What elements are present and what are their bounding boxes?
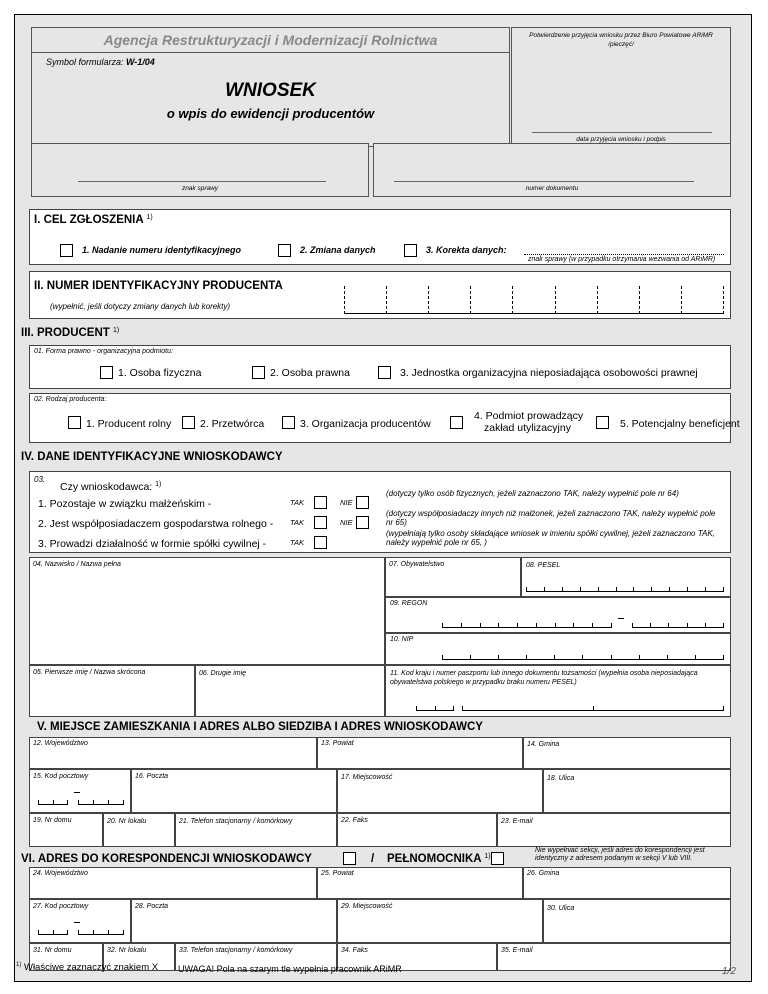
case-sign-box [31,143,369,197]
cel-korekta-label: 3. Korekta danych: [426,245,507,255]
field-13[interactable] [317,737,523,769]
field-15-label: 15. Kod pocztowy [33,773,89,780]
q1-nie-checkbox[interactable] [356,496,369,509]
organizacja-checkbox[interactable] [282,416,295,429]
section-6-note: Nie wypełniać sekcji, jeśli adres do korespondencji jest identyczny z adresem podanym w sekcji V lub VIII. [535,847,705,862]
field-19-label: 19. Nr domu [33,817,72,824]
przetworca-checkbox[interactable] [182,416,195,429]
q2-tak-label: TAK [290,518,305,527]
osoba-fizyczna-checkbox[interactable] [100,366,113,379]
field-02-label: 02. Rodzaj producenta: [34,396,107,403]
field-03 [29,471,731,553]
field-24-label: 24. Województwo [33,870,88,877]
section-1-title: I. CEL ZGŁOSZENIA $^{1)}$ [34,214,153,226]
doc-number-label: numer dokumentu [525,185,579,192]
przetworca-label: 2. Przetwórca [200,418,265,430]
osoba-fizyczna-label: 1. Osoba fizyczna [118,367,202,379]
cel-zmiana-checkbox[interactable] [278,244,291,257]
q1-note: (dotyczy tylko osób fizycznych, jeżeli zaznaczono TAK, należy wypełnić pole nr 64) [386,489,679,498]
q1-nie-label: NIE [340,498,353,507]
zaklad-utylizacyjny-checkbox[interactable] [450,416,463,429]
postal-code-input-k[interactable] [38,930,68,935]
field-04[interactable] [29,557,385,665]
q2-tak-checkbox[interactable] [314,516,327,529]
field-08[interactable] [521,557,731,597]
field-31-label: 31. Nr domu [33,947,72,954]
passport-input[interactable] [462,706,724,711]
field-24[interactable] [29,867,317,899]
field-13-label: 13. Powiat [321,740,354,747]
organizacja-label: 3. Organizacja producentów [300,418,431,430]
field-09[interactable] [385,597,731,633]
field-22-label: 22. Faks [341,817,368,824]
field-15[interactable] [29,769,131,813]
field-07[interactable] [385,557,521,597]
field-14[interactable] [523,737,731,769]
form-page [14,14,752,982]
cel-nadanie-checkbox[interactable] [60,244,73,257]
cel-zmiana-label: 2. Zmiana danych [300,245,376,255]
section-3-title: III. PRODUCENT $^{1)}$ [21,327,120,339]
field-01-label: 01. Forma prawno - organizacyjna podmiotu: [34,348,173,355]
field-10[interactable] [385,633,731,665]
field-27-label: 27. Kod pocztowy [33,903,89,910]
field-04-label: 04. Nazwisko / Nazwa pełna [33,561,121,568]
field-01 [29,345,731,389]
field-11-label: 11. Kod kraju i numer paszportu lub innego dokumentu tożsamości (wypełnia osoba nieposiadająca obywatelstwa polskiego w przypadku braku numeru PESEL) [390,670,698,686]
footer-note: $^{1)}$ Właściwe zaznaczyć znakiem X [16,962,159,973]
field-16-label: 16. Poczta [135,773,169,780]
field-33-label: 33. Telefon stacjonarny / komórkowy [179,947,293,954]
section-6-separator: / [371,853,375,865]
field-08-label: 08. PESEL [526,562,561,569]
field-30[interactable] [543,899,731,943]
zaklad-utylizacyjny-label-1: 4. Podmiot prowadzący [474,410,584,422]
q2-nie-label: NIE [340,518,353,527]
field-05[interactable] [29,665,195,717]
field-34-label: 34. Faks [341,947,368,954]
field-07-label: 07. Obywatelstwo [389,561,445,568]
korespondencja-pelnomocnika-checkbox[interactable] [491,852,504,865]
field-17[interactable] [337,769,543,813]
section-2-note: (wypełnić, jeśli dotyczy zmiany danych lub korekty) [50,302,231,311]
case-sign-label: znak sprawy [181,185,219,192]
section-1 [29,209,731,265]
field-10-label: 10. NIP [390,636,414,643]
section-4-title: IV. DANE IDENTYFIKACYJNE WNIOSKODAWCY [21,451,283,463]
field-29-label: 29. Miejscowość [341,903,393,910]
field-09-label: 09. REGON [390,600,428,607]
field-20-label: 20. Nr lokalu [107,818,147,825]
regon-input-1[interactable] [442,623,612,628]
nip-input[interactable] [442,655,724,660]
field-14-label: 14. Gmina [527,741,560,748]
beneficjent-checkbox[interactable] [596,416,609,429]
postal-code-input[interactable] [38,800,68,805]
field-17-label: 17. Miejscowość [341,774,393,781]
agency-name: Agencja Restrukturyzacji i Modernizacji Rolnictwa [103,32,438,48]
cel-nadanie-label: 1. Nadanie numeru identyfikacyjnego [82,245,242,255]
field-25[interactable] [317,867,523,899]
field-12[interactable] [29,737,317,769]
regon-input-2[interactable] [632,623,724,628]
field-35[interactable] [497,943,731,971]
producer-id-input[interactable] [344,286,724,314]
zaklad-utylizacyjny-label-2: zakład utylizacyjny [484,422,571,434]
field-18-label: 18. Ulica [547,775,575,782]
header-box [31,27,510,147]
section-2-title: II. NUMER IDENTYFIKACYJNY PRODUCENTA [34,280,283,292]
cel-korekta-checkbox[interactable] [404,244,417,257]
jednostka-label: 3. Jednostka organizacyjna nieposiadająca osobowości prawnej [400,367,698,379]
page-title: WNIOSEK [225,80,316,101]
q2-nie-checkbox[interactable] [356,516,369,529]
field-05-label: 05. Pierwsze imię / Nazwa skrócona [33,669,146,676]
osoba-prawna-label: 2. Osoba prawna [270,367,350,379]
confirmation-box [511,27,731,147]
producent-rolny-label: 1. Producent rolny [86,418,172,430]
osoba-prawna-checkbox[interactable] [252,366,265,379]
field-26[interactable] [523,867,731,899]
q1-tak-checkbox[interactable] [314,496,327,509]
field-02 [29,393,740,443]
form-symbol: Symbol formularza: W-1/04 [46,57,155,67]
q3-label: 3. Prowadzi działalność w formie spółki cywilnej - [38,538,267,550]
field-03-label: 03. [34,475,46,484]
q2-label: 2. Jest współposiadaczem gospodarstwa rolnego - [38,518,274,530]
field-22[interactable] [337,813,497,847]
country-code-input[interactable] [416,706,454,711]
question-label: Czy wnioskodawca: $^{1)}$ [60,481,162,493]
q3-note: (wypełniają tylko osoby składające wniosek w imieniu spółki cywilnej, jeżeli zaznaczono TAK, należy wypełnić pole nr 65, ) [386,529,715,547]
footer-warning: UWAGA! Pola na szarym tle wypełnia pracownik ARiMR [178,964,402,974]
q1-label: 1. Pozostaje w związku małżeńskim - [38,498,212,510]
q3-tak-checkbox[interactable] [314,536,327,549]
section-6-title-2: PEŁNOMOCNIKA $^{1)}$ [387,853,491,865]
section-6-title: VI. ADRES DO KORESPONDENCJI WNIOSKODAWCY [21,853,312,865]
confirmation-label: Potwierdzenie przyjęcia wniosku przez Biuro Powiatowe ARiMR /pieczęć/ [529,32,713,48]
field-28-label: 28. Poczta [135,903,169,910]
q2-note: (dotyczy współposiadaczy innych niż małżonek, jeżeli zaznaczono TAK, należy wypełnić pole nr 65) [386,509,716,527]
field-27[interactable] [29,899,131,943]
section-2 [29,271,731,319]
field-16[interactable] [131,769,337,813]
q1-tak-label: TAK [290,498,305,507]
field-21[interactable] [175,813,337,847]
field-23[interactable] [497,813,731,847]
page-number: 1/2 [722,966,736,977]
q3-tak-label: TAK [290,538,305,547]
field-06[interactable] [195,665,385,717]
section-5-title: V. MIEJSCE ZAMIESZKANIA I ADRES ALBO SIEDZIBA I ADRES WNIOSKODAWCY [37,721,483,733]
case-sign-note: znak sprawy (w przypadku otrzymania wezwania od ARiMR) [528,256,716,263]
field-35-label: 35. E-mail [501,947,533,954]
page-subtitle: o wpis do ewidencji producentów [166,106,375,121]
postal-code-input-2[interactable] [78,800,124,805]
doc-number-box [373,143,731,197]
field-19[interactable] [29,813,103,847]
field-12-label: 12. Województwo [33,740,88,747]
field-18[interactable] [543,769,731,813]
jednostka-checkbox[interactable] [378,366,391,379]
beneficjent-label: 5. Potencjalny beneficjent [620,418,740,430]
field-21-label: 21. Telefon stacjonarny / komórkowy [179,818,293,825]
field-11[interactable] [385,665,731,717]
field-30-label: 30. Ulica [547,905,575,912]
case-sign-input[interactable] [524,254,724,255]
pesel-input[interactable] [526,587,724,592]
field-28[interactable] [131,899,337,943]
producent-rolny-checkbox[interactable] [68,416,81,429]
field-06-label: 06. Drugie imię [199,670,247,677]
field-20[interactable] [103,813,175,847]
field-25-label: 25. Powiat [321,870,354,877]
postal-code-input-k-2[interactable] [78,930,124,935]
field-26-label: 26. Gmina [527,870,560,877]
korespondencja-wnioskodawcy-checkbox[interactable] [343,852,356,865]
date-signature-label: data przyjęcia wniosku i podpis [576,136,666,143]
field-23-label: 23. E-mail [501,818,533,825]
field-29[interactable] [337,899,543,943]
field-32-label: 32. Nr lokalu [107,947,147,954]
